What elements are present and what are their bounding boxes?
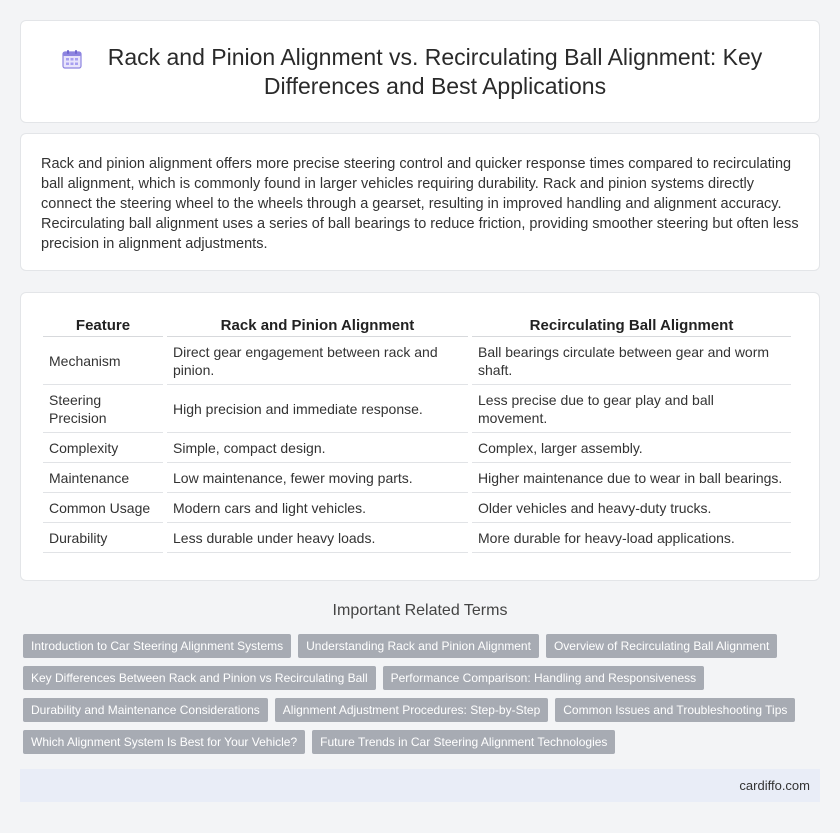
rack-pinion-cell: Less durable under heavy loads. (167, 523, 468, 553)
tag-row (23, 730, 823, 754)
related-term-link[interactable]: Performance Comparison: Handling and Responsiveness (383, 666, 705, 690)
footer-site-link[interactable]: cardiffo.com (739, 778, 810, 793)
rack-pinion-cell: High precision and immediate response. (167, 385, 468, 433)
table-row (43, 337, 791, 385)
feature-cell: Steering Precision (43, 385, 163, 433)
comparison-table-card (20, 292, 820, 581)
related-term-link[interactable]: Common Issues and Troubleshooting Tips (555, 698, 795, 722)
related-terms-title: Important Related Terms (332, 602, 508, 619)
tag-row (23, 634, 823, 658)
rack-pinion-cell: Low maintenance, fewer moving parts. (167, 463, 468, 493)
intro-card (20, 133, 820, 271)
feature-cell: Complexity (43, 433, 163, 463)
related-term-link[interactable]: Durability and Maintenance Considerations (23, 698, 268, 722)
header-card (20, 20, 820, 123)
feature-cell: Mechanism (43, 337, 163, 385)
related-term-link[interactable]: Understanding Rack and Pinion Alignment (298, 634, 539, 658)
tag-row (23, 666, 823, 690)
recirculating-ball-cell: Less precise due to gear play and ball movement. (472, 385, 791, 433)
related-terms-list (23, 634, 823, 762)
table-row (43, 493, 791, 523)
recirculating-ball-cell: Older vehicles and heavy-duty trucks. (472, 493, 791, 523)
recirculating-ball-cell: Ball bearings circulate between gear and worm shaft. (472, 337, 791, 385)
related-term-link[interactable]: Which Alignment System Is Best for Your Vehicle? (23, 730, 305, 754)
rack-pinion-cell: Simple, compact design. (167, 433, 468, 463)
recirculating-ball-cell: Complex, larger assembly. (472, 433, 791, 463)
intro-paragraph: Rack and pinion alignment offers more precise steering control and quicker response times compared to recirculating ball alignment, which is commonly found in larger vehicles requiring durability. Rack and pinion systems directly connect the steering wheel to the wheels through a gearset, resulting in improved handling and alignment accuracy. Recirculating ball alignment uses a series of ball bearings to reduce friction, providing smoother steering but often less precision in alignment adjustments. (41, 156, 799, 252)
table-row (43, 385, 791, 433)
related-term-link[interactable]: Introduction to Car Steering Alignment Systems (23, 634, 291, 658)
header-feature: Feature (43, 313, 163, 337)
comparison-table (39, 313, 795, 553)
rack-pinion-cell: Direct gear engagement between rack and pinion. (167, 337, 468, 385)
feature-cell: Maintenance (43, 463, 163, 493)
footer (20, 769, 820, 802)
feature-cell: Durability (43, 523, 163, 553)
header-rack-and-pinion: Rack and Pinion Alignment (167, 313, 468, 337)
tag-row (23, 698, 823, 722)
table-row (43, 523, 791, 553)
related-term-link[interactable]: Key Differences Between Rack and Pinion vs Recirculating Ball (23, 666, 376, 690)
table-row (43, 463, 791, 493)
header-recirculating-ball: Recirculating Ball Alignment (472, 313, 791, 337)
related-term-link[interactable]: Alignment Adjustment Procedures: Step-by-Step (275, 698, 548, 722)
table-row (43, 433, 791, 463)
recirculating-ball-cell: Higher maintenance due to wear in ball bearings. (472, 463, 791, 493)
page-title: Rack and Pinion Alignment vs. Recirculating Ball Alignment: Key Differences and Best Applications (107, 43, 763, 99)
rack-pinion-cell: Modern cars and light vehicles. (167, 493, 468, 523)
related-term-link[interactable]: Overview of Recirculating Ball Alignment (546, 634, 777, 658)
table-header-row (43, 313, 791, 337)
feature-cell: Common Usage (43, 493, 163, 523)
recirculating-ball-cell: More durable for heavy-load applications. (472, 523, 791, 553)
related-term-link[interactable]: Future Trends in Car Steering Alignment Technologies (312, 730, 615, 754)
